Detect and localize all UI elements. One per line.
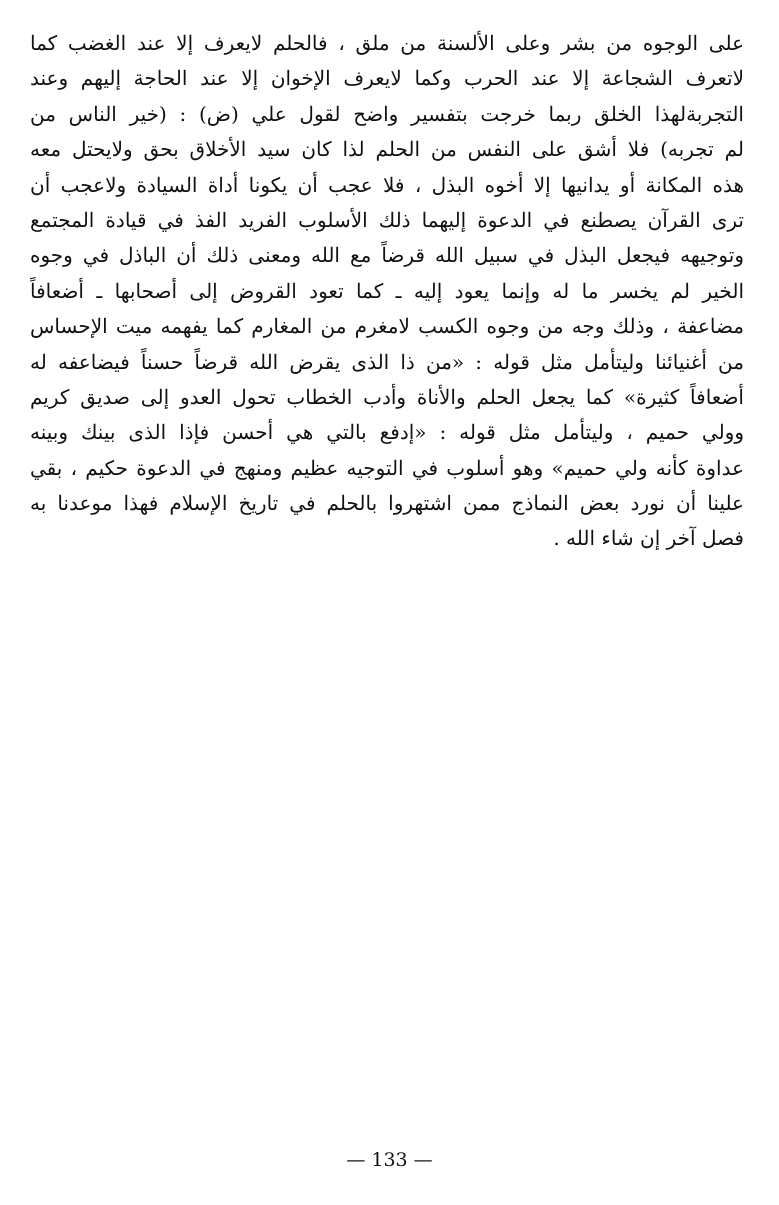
- text-line: مضاعفة ، وذلك وجه من وجوه الكسب لامغرم من المغارم كما يفهمه ميت الإحساس: [30, 314, 744, 339]
- page-number: — 133 —: [346, 1149, 433, 1171]
- text-line: التجربةلهذا الخلق ربما خرجت بتفسير واضح لقول علي (ض) : (خير الناس من: [30, 101, 744, 126]
- text-line: أضعافاً كثيرة» كما يجعل الحلم والأناة وأدب الخطاب تحول العدو إلى صديق كريم: [30, 384, 744, 409]
- text-line: على الوجوه من بشر وعلى الألسنة من ملق ، فالحلم لايعرف إلا عند الغضب كما: [30, 31, 744, 55]
- text-line: وولي حميم ، وليتأمل مثل قوله : «إدفع بالتي هي أحسن فإذا الذى بينك وبينه: [30, 420, 744, 445]
- text-line: لاتعرف الشجاعة إلا عند الحرب وكما لايعرف الإخوان إلا عند الحاجة إليهم وعند: [30, 66, 744, 91]
- text-line-last: فصل آخر إن شاء الله .: [553, 526, 744, 551]
- body-text: [30, 26, 744, 557]
- text-line: علينا أن نورد بعض النماذج ممن اشتهروا بالحلم في تاريخ الإسلام فهذا موعدنا به: [30, 491, 744, 516]
- text-line: هذه المكانة أو يدانيها إلا أخوه البذل ، فلا عجب أن يكونا أداة السيادة ولاعجب أن: [30, 172, 744, 197]
- text-line: لم تجربه) فلا أشق على النفس من الحلم لذا كان سيد الأخلاق بحق ولايحتل معه: [30, 137, 744, 162]
- text-line: عداوة كأنه ولي حميم» وهو أسلوب في التوجيه عظيم ومنهج في الدعوة حكيم ، بقي: [30, 455, 744, 480]
- text-line: من أغنيائنا وليتأمل مثل قوله : «من ذا الذى يقرض الله قرضاً حسناً فيضاعفه له: [30, 349, 744, 374]
- text-line: ترى القرآن يصطنع في الدعوة إليهما ذلك الأسلوب الفريد الفذ في قيادة المجتمع: [30, 207, 744, 232]
- text-line: وتوجيهه فيجعل البذل في سبيل الله قرضاً مع الله ومعنى ذلك أن الباذل في وجوه: [30, 243, 744, 268]
- text-line: الخير لم يخسر ما له وإنما يعود إليه ـ كما تعود القروض إلى أصحابها ـ أضعافاً: [30, 278, 744, 303]
